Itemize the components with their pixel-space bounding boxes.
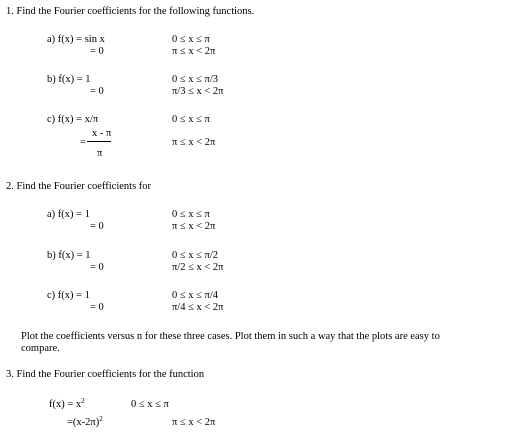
q1b-range-1: 0 ≤ x ≤ π/3 xyxy=(172,74,218,85)
q1c-range-2: π ≤ x < 2π xyxy=(172,137,216,148)
q1a-range-1: 0 ≤ x ≤ π xyxy=(172,34,210,45)
q2a-function: a) f(x) = 1 xyxy=(47,209,90,220)
q3-range-2: π ≤ x < 2π xyxy=(172,417,216,428)
q2b-range-2: π/2 ≤ x < 2π xyxy=(172,262,224,273)
q1-heading: 1. Find the Fourier coefficients for the following functions. xyxy=(6,6,255,17)
q1c-fraction-bar xyxy=(87,141,111,142)
q1b-function: b) f(x) = 1 xyxy=(47,74,91,85)
q1c-equals: = xyxy=(80,137,86,148)
q3-function-else-exponent: 2 xyxy=(99,415,103,423)
q2a-range-1: 0 ≤ x ≤ π xyxy=(172,209,210,220)
q1c-function: c) f(x) = x/π xyxy=(47,114,99,125)
q1a-range-2: π ≤ x < 2π xyxy=(172,46,216,57)
q2c-function: c) f(x) = 1 xyxy=(47,290,90,301)
q1c-denominator: π xyxy=(97,148,103,159)
q2b-range-1: 0 ≤ x ≤ π/2 xyxy=(172,250,218,261)
q3-function-else xyxy=(67,415,103,429)
q3-function xyxy=(49,397,85,411)
q2-heading: 2. Find the Fourier coefficients for xyxy=(6,181,152,192)
q3-function-else-base: =(x-2π) xyxy=(67,417,100,428)
q2b-function: b) f(x) = 1 xyxy=(47,250,91,261)
q3-heading: 3. Find the Fourier coefficients for the function xyxy=(6,369,205,380)
q2-plot-instructions-line-2: compare. xyxy=(21,343,60,354)
q1c-range-1: 0 ≤ x ≤ π xyxy=(172,114,210,125)
q2-plot-instructions-line-1: Plot the coefficients versus n for these three cases. Plot them in such a way that the plots are easy to xyxy=(21,331,440,342)
q1a-function: a) f(x) = sin x xyxy=(47,34,105,45)
q2c-range-1: 0 ≤ x ≤ π/4 xyxy=(172,290,218,301)
q1b-function-else: = 0 xyxy=(90,86,104,97)
q3-function-exponent: 2 xyxy=(81,397,85,405)
q1b-range-2: π/3 ≤ x < 2π xyxy=(172,86,224,97)
q2c-range-2: π/4 ≤ x < 2π xyxy=(172,302,224,313)
q2c-function-else: = 0 xyxy=(90,302,104,313)
q1c-numerator: x - π xyxy=(92,128,112,139)
q3-range-1: 0 ≤ x ≤ π xyxy=(131,399,169,410)
q3-function-base: f(x) = x xyxy=(49,399,82,410)
q2a-function-else: = 0 xyxy=(90,221,104,232)
q2b-function-else: = 0 xyxy=(90,262,104,273)
q2a-range-2: π ≤ x < 2π xyxy=(172,221,216,232)
q1a-function-else: = 0 xyxy=(90,46,104,57)
